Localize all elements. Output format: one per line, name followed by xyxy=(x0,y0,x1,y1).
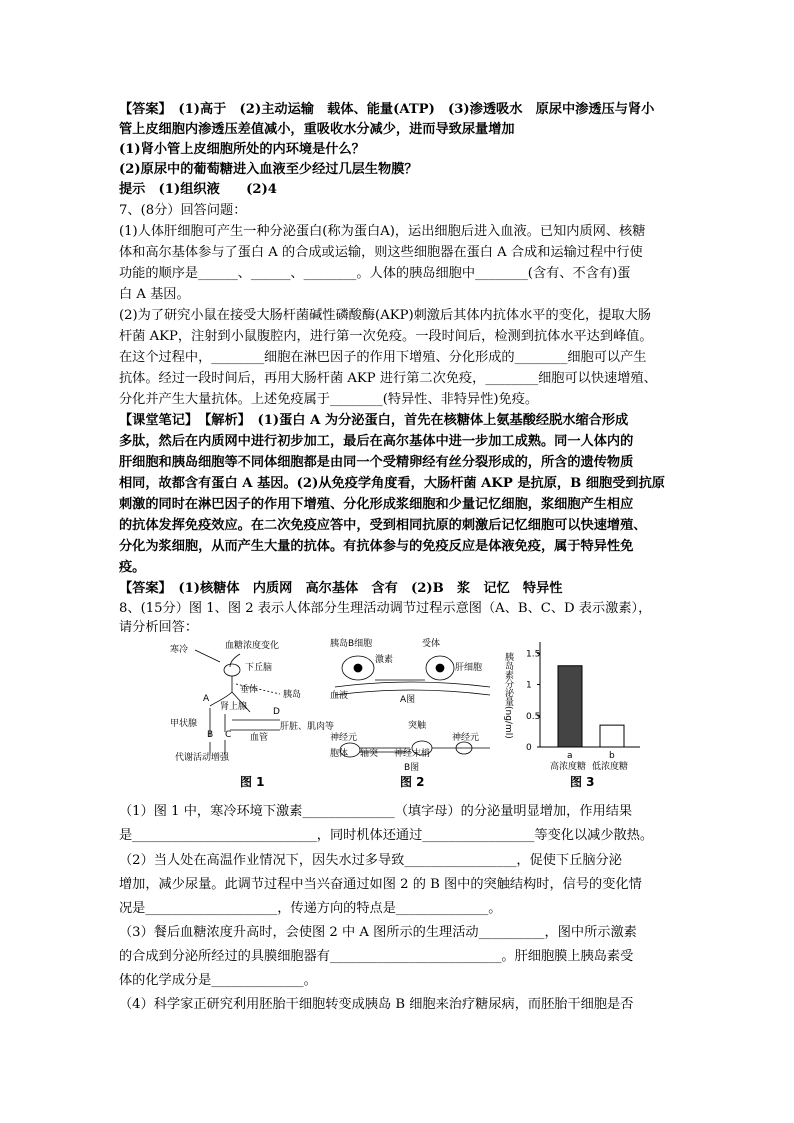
fig1-label-hypothalamus: 下丘脑 xyxy=(245,663,273,673)
q7-line-1: 7、(8分）回答问题： xyxy=(119,203,247,218)
fig2-label-terminal: 神经末梢 xyxy=(394,749,431,759)
figure-3 xyxy=(500,632,650,792)
fig1-label-metabolism: 代谢活动增强 xyxy=(175,753,230,763)
q8-line-2: 请分析回答： xyxy=(119,620,199,635)
notes-line-2: 多肽，然后在内质网中进行初步加工，最后在高尔基体中进一步加工成熟。同一人体内的 xyxy=(119,434,634,449)
answer-line-1: 【答案】 (1)高于 (2)主动运输 载体、能量(ATP) (3)渗透吸水 原尿中渗透压与肾小 xyxy=(119,102,655,117)
fig2-label-islet-b: 胰岛B细胞 xyxy=(330,639,373,649)
fig3-category-label: 高浓度糖 xyxy=(550,762,587,772)
q7-line-7: 杆菌 AKP，注射到小鼠腹腔内，进行第一次免疫。一段时间后，检测到抗体水平达到峰值。 xyxy=(119,329,653,344)
q8-sub-line-5: 况是____________________，传递方向的特点是______________。 xyxy=(119,901,502,916)
q7-line-4: 功能的顺序是______、______、________。人体的胰岛细胞中________(含有、不含有)蛋 xyxy=(119,266,631,281)
fig1-label-islet: 胰岛 xyxy=(283,690,302,700)
fig2-caption: 图 2 xyxy=(400,775,425,789)
notes-line-7: 分化为浆细胞，从而产生大量的抗体。有抗体参与的免疫反应是体液免疫，属于特异性免 xyxy=(119,539,634,554)
q7-line-10: 分化并产生大量抗体。上述免疫属于________(特异性、非特异性)免疫。 xyxy=(119,392,539,407)
figure-2 xyxy=(330,632,500,792)
notes-line-6: 的抗体发挥免疫效应。在二次免疫应答中，受到相同抗原的刺激后记忆细胞可以快速增殖、 xyxy=(119,518,647,533)
notes-line-5: 刺激的同时在淋巴因子的作用下增殖、分化形成浆细胞和少量记忆细胞，浆细胞产生相应 xyxy=(119,497,634,512)
fig3-y-tick-label: 0 xyxy=(526,743,532,753)
fig1-label-glucose: 血糖浓度变化 xyxy=(225,641,280,651)
fig2-label-blood: 血液 xyxy=(330,691,349,701)
question-line-2: (2)原尿中的葡萄糖进入血液至少经过几层生物膜？ xyxy=(119,162,418,177)
fig1-label-a: A xyxy=(203,694,210,704)
fig1-label-liver-muscle: 肝脏、肌肉等 xyxy=(280,722,335,732)
notes-line-8: 疫。 xyxy=(119,560,146,575)
q8-sub-line-3: （2）当人处在高温作业情况下，因失水过多导致_________________，促使下丘脑分泌 xyxy=(119,853,622,868)
notes-line-1: 【课堂笔记】 【解析】 (1)蛋白 A 为分泌蛋白，首先在核糖体上氨基酸经脱水缩合形成 xyxy=(119,413,629,428)
fig3-bar xyxy=(600,725,624,747)
fig1-label-cold: 寒冷 xyxy=(170,645,189,655)
fig1-label-d: D xyxy=(273,707,280,717)
fig2-label-a-fig: A图 xyxy=(400,695,416,705)
fig3-y-tick-label: 1.5 xyxy=(526,649,541,660)
fig2-label-liver-cell: 肝细胞 xyxy=(455,663,483,673)
fig2-label-axon: 轴突 xyxy=(360,749,379,759)
fig3-y-axis-label: 胰岛素分泌量(ng/ml) xyxy=(503,652,513,739)
fig2-label-synapse: 突触 xyxy=(408,721,427,731)
fig2-label-soma: 胞体 xyxy=(330,749,349,759)
fig3-category-letter: b xyxy=(609,751,615,761)
fig2-label-neuron-1: 神经元 xyxy=(330,733,358,743)
notes-line-4: 相同，故都含有蛋白 A 基因。(2)从免疫学角度看，大肠杆菌 AKP 是抗原，B 细胞受到抗原 xyxy=(119,476,665,491)
question-line-1: (1)肾小管上皮细胞所处的内环境是什么？ xyxy=(119,142,365,157)
fig1-label-b: B xyxy=(207,730,214,740)
fig1-label-pituitary: 垂体 xyxy=(240,685,259,695)
fig3-category-letter: a xyxy=(567,751,573,761)
q7-line-9: 抗体。经过一段时间后，再用大肠杆菌 AKP 进行第二次免疫，________细胞可以快速增殖、 xyxy=(119,371,657,386)
fig1-label-vessel: 血管 xyxy=(250,733,269,743)
q8-sub-line-1: （1）图 1 中，寒冷环境下激素______________（填字母）的分泌量明显增加，作用结果 xyxy=(119,804,633,819)
fig2-label-hormone: 激素 xyxy=(375,655,394,665)
fig2-label-neuron-2: 神经元 xyxy=(452,733,480,743)
fig1-label-thyroid: 甲状腺 xyxy=(170,719,198,729)
notes-line-3: 肝细胞和胰岛细胞等不同体细胞都是由同一个受精卵经有丝分裂形成的，所含的遗传物质 xyxy=(119,455,634,470)
q7-line-3: 体和高尔基体参与了蛋白 A 的合成或运输，则这些细胞器在蛋白 A 合成和运输过程中行使 xyxy=(119,245,643,260)
fig1-label-adrenal: 肾上腺 xyxy=(220,702,248,712)
fig1-caption: 图 1 xyxy=(240,775,265,789)
q7-line-5: 白 A 基因。 xyxy=(119,287,190,302)
figure-1 xyxy=(170,632,350,792)
fig3-category-label: 低浓度糖 xyxy=(592,762,629,772)
q8-sub-line-4: 增加，减少尿量。此调节过程中当兴奋通过如图 2 的 B 图中的突触结构时，信号的变化情 xyxy=(119,877,642,892)
answer-line-2: 管上皮细胞内渗透压差值减小，重吸收水分减少，进而导致尿量增加 xyxy=(119,122,515,137)
q8-sub-line-2: 是____________________________，同时机体还通过_________________等变化以减少散热。 xyxy=(119,828,654,843)
q8-sub-line-9: （4）科学家正研究利用胚胎干细胞转变成胰岛 B 细胞来治疗糖尿病，而胚胎干细胞是否 xyxy=(119,997,634,1012)
q8-line-1: 8、(15分）图 1、图 2 表示人体部分生理活动调节过程示意图（A、B、C、D 表示激素）， xyxy=(119,601,652,616)
q8-sub-line-7: 的合成到分泌所经过的具膜细胞器有__________________________。肝细胞膜上胰岛素受 xyxy=(119,949,634,964)
fig3-bar xyxy=(558,666,582,747)
q8-sub-line-6: （3）餐后血糖浓度升高时，会使图 2 中 A 图所示的生理活动__________，图中所示激素 xyxy=(119,925,637,940)
q7-line-6: (2)为了研究小鼠在接受大肠杆菌碱性磷酸酶(AKP)刺激后其体内抗体水平的变化，提取大肠 xyxy=(119,308,651,323)
answer-line-q7: 【答案】 (1)核糖体 内质网 高尔基体 含有 (2)B 浆 记忆 特异性 xyxy=(119,581,563,596)
q7-line-8: 在这个过程中，________细胞在淋巴因子的作用下增殖、分化形成的________细胞可以产生 xyxy=(119,350,647,365)
fig3-caption: 图 3 xyxy=(570,775,595,789)
fig2-label-b-fig: B图 xyxy=(404,763,420,773)
fig1-label-c: C xyxy=(225,730,232,740)
q8-sub-line-8: 体的化学成分是______________。 xyxy=(119,973,317,988)
fig3-y-tick-label: 1 xyxy=(526,680,532,691)
fig2-label-receptor: 受体 xyxy=(422,639,441,649)
hint-line: 提示 (1)组织液 (2)4 xyxy=(119,182,277,197)
fig3-y-tick-label: 0.5 xyxy=(526,711,541,722)
q7-line-2: (1)人体肝细胞可产生一种分泌蛋白(称为蛋白A)，运出细胞后进入血液。已知内质网、核糖 xyxy=(119,224,646,239)
figures-row xyxy=(150,632,670,792)
